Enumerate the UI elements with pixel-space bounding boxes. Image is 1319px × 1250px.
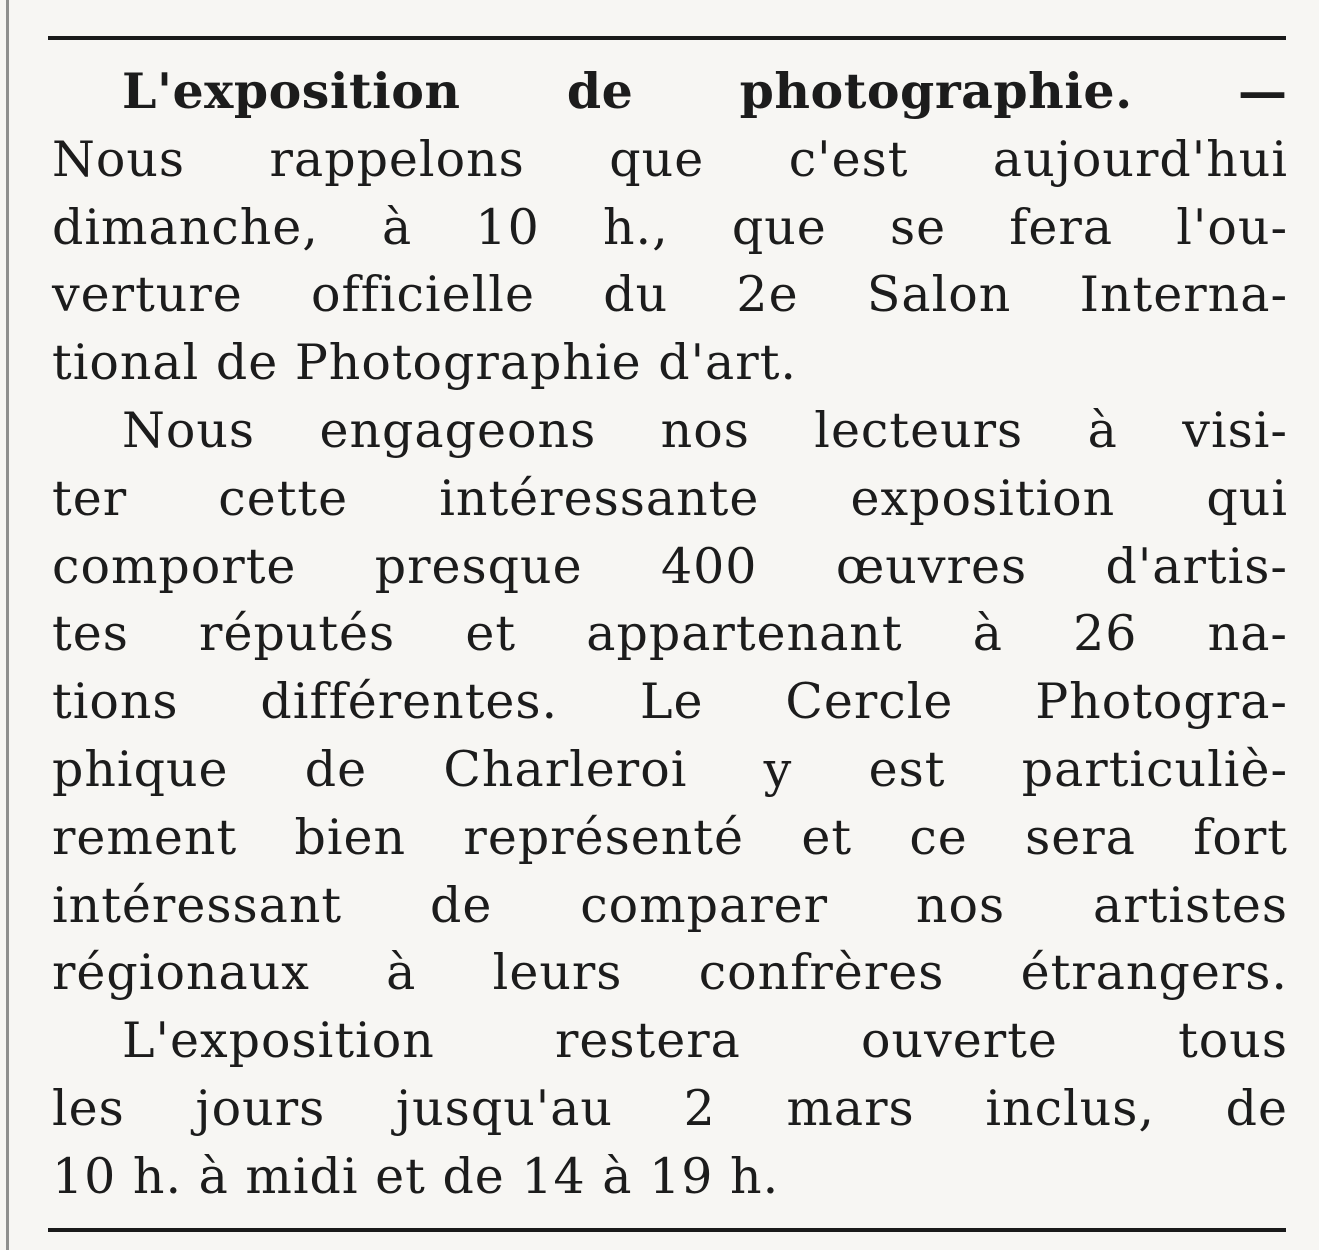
- news-article: [52, 58, 1288, 1211]
- article-line: 10 h. à midi et de 14 à 19 h.: [52, 1147, 780, 1205]
- article-line: L'exposition restera ouverte tous: [122, 1012, 1288, 1070]
- article-line: verture officielle du 2e Salon Interna-: [52, 266, 1288, 324]
- article-line: rement bien représenté et ce sera fort: [52, 808, 1288, 866]
- article-headline: L'exposition de photographie.: [122, 62, 1133, 120]
- article-line: les jours jusqu'au 2 mars inclus, de: [52, 1079, 1288, 1137]
- article-line: tions différentes. Le Cercle Photogra-: [52, 673, 1288, 731]
- bottom-rule: [48, 1228, 1286, 1232]
- headline-dash: —: [1238, 62, 1288, 120]
- article-line: ter cette intéressante exposition qui: [52, 469, 1288, 527]
- top-rule: [48, 36, 1286, 40]
- article-line: intéressant de comparer nos artistes: [52, 876, 1288, 934]
- article-line: Nous rappelons que c'est aujourd'hui: [52, 130, 1288, 188]
- article-line: Nous engageons nos lecteurs à visi-: [122, 401, 1288, 459]
- article-line: phique de Charleroi y est particuliè-: [52, 740, 1288, 798]
- article-line: comporte presque 400 œuvres d'artis-: [52, 537, 1288, 595]
- article-line: [52, 58, 1288, 126]
- article-line: régionaux à leurs confrères étrangers.: [52, 944, 1288, 1002]
- article-line: dimanche, à 10 h., que se fera l'ou-: [52, 198, 1288, 256]
- article-line: tes réputés et appartenant à 26 na-: [52, 605, 1288, 663]
- page-edge-line: [6, 0, 9, 1250]
- article-line: tional de Photographie d'art.: [52, 334, 797, 392]
